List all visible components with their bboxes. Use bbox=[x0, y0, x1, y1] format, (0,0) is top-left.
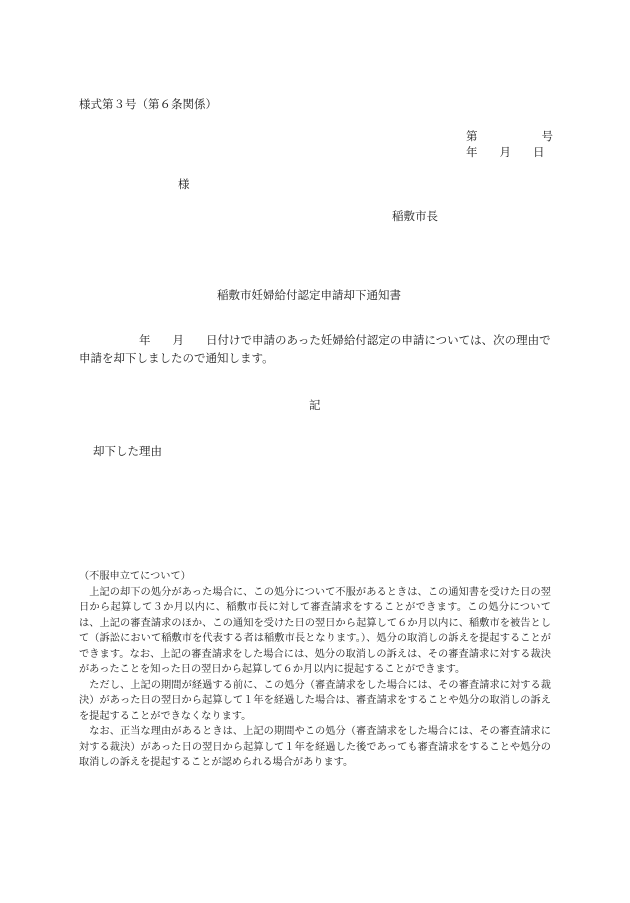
body-text: 日付けで申請のあった妊婦給付認定の申請については、次の理由で申請を却下しましたので通知します。 bbox=[79, 333, 551, 365]
date-month: 月 bbox=[499, 145, 511, 159]
date-year: 年 bbox=[466, 145, 478, 159]
appeal-notice bbox=[79, 569, 551, 771]
notice-number-line bbox=[466, 128, 553, 144]
body-month: 月 bbox=[172, 333, 184, 347]
ki-marker: 記 bbox=[309, 398, 321, 412]
number-prefix: 第 bbox=[466, 129, 478, 143]
appeal-heading: （不服申立てについて） bbox=[79, 571, 191, 582]
document-title: 稲敷市妊婦給付認定申請却下通知書 bbox=[217, 288, 401, 302]
addressee: 様 bbox=[178, 177, 190, 191]
number-suffix: 号 bbox=[541, 129, 553, 143]
appeal-paragraph: なお、正当な理由があるときは、上記の期間やこの処分（審査請求をした場合には、その審査請求に対する裁決）があった日の翌日から起算して１年を経過した後であっても審査請求をすることや処分の取消しの訴えを提起することが認められる場合があります。 bbox=[79, 726, 551, 768]
date-day: 日 bbox=[533, 145, 545, 159]
notice-body bbox=[79, 331, 551, 367]
issuer: 稲敷市長 bbox=[392, 209, 438, 223]
form-number: 様式第３号（第６条関係） bbox=[79, 97, 217, 111]
appeal-paragraph: ただし、上記の期間が経過する前に、この処分（審査請求をした場合には、その審査請求に対する裁決）があった日の翌日から起算して１年を経過した場合は、審査請求をすることや処分の取消しの訴えを提起することができなくなります。 bbox=[79, 679, 551, 722]
notice-date-line bbox=[466, 144, 545, 160]
appeal-paragraph: 上記の却下の処分があった場合に、この処分について不服があるときは、この通知書を受けた日の翌日から起算して３か月以内に、稲敷市長に対して審査請求をすることができます。この処分については、上記の審査請求のほか、この通知を受けた日の翌日から起算して６か月以内に、稲敷市を被告として（訴訟において稲敷市を代表する者は稲敷市長となります。）、処分の取消しの訴えを提起することができます。なお、上記の審査請求をした場合には、処分の取消しの訴えは、その審査請求に対する裁決があったことを知った日の翌日から起算して６か月以内に提起することができます。 bbox=[79, 586, 551, 675]
reason-label: 却下した理由 bbox=[93, 444, 162, 458]
body-year: 年 bbox=[139, 333, 151, 347]
